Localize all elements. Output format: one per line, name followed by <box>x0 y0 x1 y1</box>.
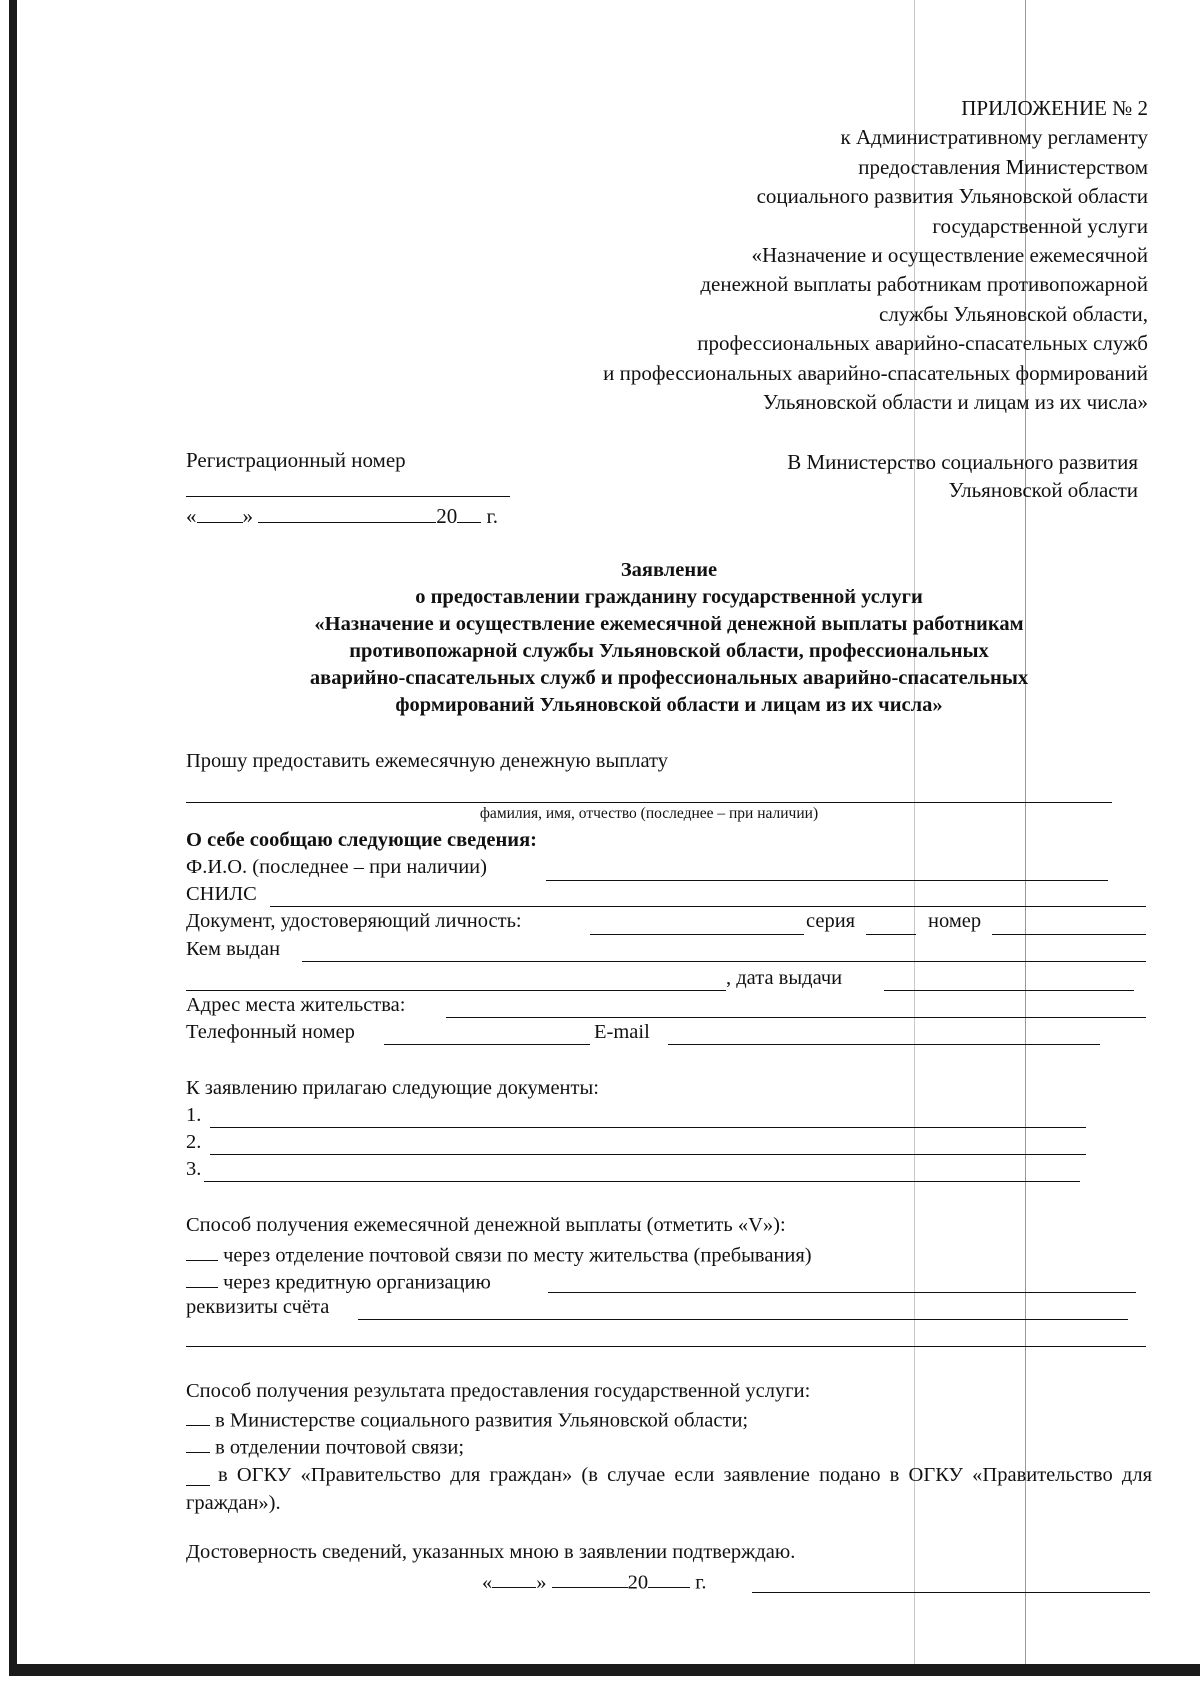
appendix-line: государственной услуги <box>932 213 1148 238</box>
attachment-field[interactable] <box>210 1154 1086 1155</box>
attachment-number: 1. <box>186 1104 202 1126</box>
issued-by-field[interactable] <box>302 961 1146 962</box>
result-method-heading: Способ получения результата предоставления государственной услуги: <box>186 1380 811 1402</box>
id-document-type-field[interactable] <box>590 934 804 935</box>
appendix-line: и профессиональных аварийно-спасательных формирований <box>603 360 1148 385</box>
result-option-post <box>186 1434 464 1459</box>
signature-year-field[interactable] <box>648 1569 690 1588</box>
year-prefix: 20 <box>436 503 458 528</box>
issued-by-label: Кем выдан <box>186 938 281 960</box>
registration-month-field[interactable] <box>258 503 436 523</box>
registration-year-field[interactable] <box>457 503 481 523</box>
confirmation-text: Достоверность сведений, указанных мною в заявлении подтверждаю. <box>186 1541 796 1563</box>
appendix-line: службы Ульяновской области, <box>879 301 1148 326</box>
result-post-checkbox[interactable] <box>186 1434 210 1453</box>
signature-month-field[interactable] <box>552 1569 628 1588</box>
year-suffix: г. <box>486 503 498 528</box>
id-document-label: Документ, удостоверяющий личность: <box>186 910 522 932</box>
title-line: «Назначение и осуществление ежемесячной денежной выплаты работникам <box>314 613 1024 635</box>
bank-name-field[interactable] <box>548 1292 1136 1293</box>
recipient-line: Ульяновской области <box>948 478 1138 502</box>
attachment-number: 3. <box>186 1158 202 1180</box>
snils-field[interactable] <box>270 906 1146 907</box>
title-line: Заявление <box>620 559 718 581</box>
title-line: о предоставлении гражданину государственной услуги <box>415 586 923 608</box>
appendix-line: «Назначение и осуществление ежемесячной <box>751 243 1148 268</box>
year-prefix: 20 <box>627 1571 649 1594</box>
payment-option-post <box>186 1242 812 1267</box>
address-label: Адрес места жительства: <box>186 994 406 1016</box>
applicant-name-field[interactable] <box>186 802 1112 803</box>
email-label: E-mail <box>594 1021 650 1043</box>
account-details-field[interactable] <box>358 1319 1128 1320</box>
personal-info-heading: О себе сообщаю следующие сведения: <box>186 829 537 851</box>
fio-label: Ф.И.О. (последнее – при наличии) <box>186 856 487 878</box>
result-option-label: в Министерстве социального развития Ульяновской области; <box>215 1409 749 1432</box>
title-line: противопожарной службы Ульяновской области, профессиональных <box>349 640 989 662</box>
issue-date-label: , дата выдачи <box>726 967 843 989</box>
appendix-line: Ульяновской области и лицам из их числа» <box>762 390 1148 415</box>
date-open-quote: « <box>186 503 197 528</box>
series-label: серия <box>806 910 856 932</box>
email-field[interactable] <box>668 1044 1100 1045</box>
request-text: Прошу предоставить ежемесячную денежную выплату <box>186 750 668 772</box>
date-close-quote: » <box>536 1571 547 1594</box>
signature-field[interactable] <box>752 1592 1150 1593</box>
scan-edge-bottom <box>9 1664 1200 1676</box>
payment-option-label: через кредитную организацию <box>223 1271 491 1294</box>
issue-date-field[interactable] <box>884 990 1134 991</box>
appendix-line: социального развития Ульяновской области <box>756 184 1148 209</box>
address-field[interactable] <box>446 1017 1146 1018</box>
title-line: аварийно-спасательных служб и профессиональных аварийно-спасательных <box>309 667 1029 689</box>
registration-number-field[interactable] <box>186 496 510 497</box>
date-open-quote: « <box>482 1571 493 1594</box>
appendix-line: денежной выплаты работникам противопожарной <box>700 272 1148 297</box>
appendix-header <box>348 94 1148 417</box>
appendix-line: предоставления Министерством <box>858 154 1148 179</box>
attachment-field[interactable] <box>210 1127 1086 1128</box>
payment-bank-checkbox[interactable] <box>186 1269 218 1288</box>
registration-number-label: Регистрационный номер <box>186 448 406 472</box>
payment-option-label: через отделение почтовой связи по месту жительства (пребывания) <box>223 1244 812 1267</box>
appendix-line: профессиональных аварийно-спасательных служб <box>697 331 1148 356</box>
attachment-field[interactable] <box>204 1181 1080 1182</box>
issued-by-field-continued[interactable] <box>186 990 726 991</box>
series-field[interactable] <box>866 934 916 935</box>
appendix-line: ПРИЛОЖЕНИЕ № 2 <box>961 96 1148 120</box>
scan-edge-left <box>9 0 17 1676</box>
payment-post-checkbox[interactable] <box>186 1242 218 1261</box>
recipient-line: В Министерство социального развития <box>787 450 1138 474</box>
attachments-heading: К заявлению прилагаю следующие документы: <box>186 1077 599 1099</box>
signature-date <box>482 1569 706 1594</box>
fio-field[interactable] <box>546 880 1108 881</box>
attachment-number: 2. <box>186 1131 202 1153</box>
recipient-block <box>638 448 1138 504</box>
phone-field[interactable] <box>384 1044 590 1045</box>
date-close-quote: » <box>242 503 253 528</box>
payment-method-heading: Способ получения ежемесячной денежной выплаты (отметить «V»): <box>186 1214 786 1236</box>
phone-label: Телефонный номер <box>186 1021 355 1043</box>
result-option-label: в отделении почтовой связи; <box>215 1436 465 1459</box>
signature-day-field[interactable] <box>492 1569 536 1588</box>
result-ministry-checkbox[interactable] <box>186 1407 210 1426</box>
result-option-mfc: в ОГКУ «Правительство для граждан» (в случае если заявление подано в ОГКУ «Правительство для граждан»). <box>186 1464 1152 1514</box>
document-title <box>186 557 1152 719</box>
account-details-label: реквизиты счёта <box>186 1296 330 1318</box>
account-details-field-continued[interactable] <box>186 1346 1146 1347</box>
applicant-name-caption: фамилия, имя, отчество (последнее – при наличии) <box>479 805 819 822</box>
year-suffix: г. <box>695 1571 707 1594</box>
payment-option-bank <box>186 1269 491 1294</box>
result-option-ministry <box>186 1407 748 1432</box>
number-label: номер <box>928 910 982 932</box>
registration-date <box>186 503 498 529</box>
number-field[interactable] <box>992 934 1146 935</box>
registration-day-field[interactable] <box>197 503 243 523</box>
snils-label: СНИЛС <box>186 883 257 905</box>
title-line: формирований Ульяновской области и лицам из их числа» <box>395 694 943 716</box>
appendix-line: к Административному регламенту <box>840 125 1148 150</box>
